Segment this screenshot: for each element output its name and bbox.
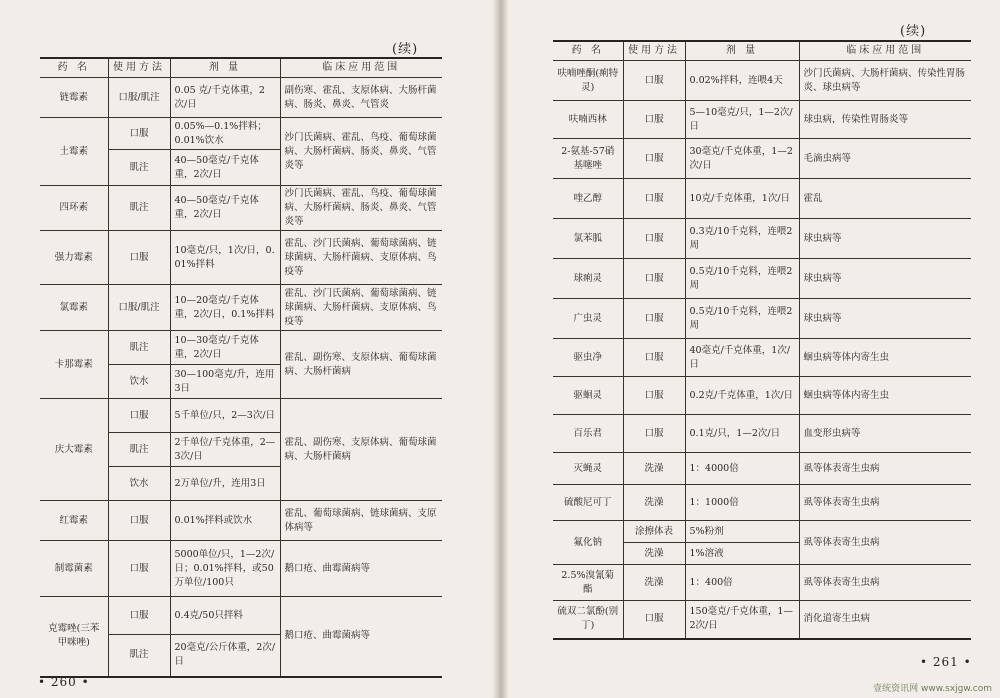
drug-name: 广虫灵 <box>553 299 623 339</box>
table-row <box>553 101 971 139</box>
drug-name: 卡那霉素 <box>40 331 108 399</box>
dose: 1：400倍 <box>685 565 799 601</box>
usage-method: 肌注 <box>108 186 170 231</box>
clinical-use: 球虫病等 <box>799 259 971 299</box>
clinical-use: 球虫病，传染性胃肠炎等 <box>799 101 971 139</box>
usage-method: 口服 <box>108 597 170 635</box>
table-row <box>553 61 971 101</box>
usage-method: 肌注 <box>108 150 170 186</box>
clinical-use: 霍乱 <box>799 179 971 219</box>
usage-method: 口服 <box>108 399 170 433</box>
usage-method: 口服 <box>623 259 685 299</box>
clinical-use: 毛滴虫病等 <box>799 139 971 179</box>
clinical-use: 沙门氏菌病、霍乱、鸟疫、葡萄球菌病、大肠杆菌病、肠炎、鼻炎、气管炎等 <box>280 186 442 231</box>
table-row <box>553 565 971 601</box>
dose: 5000单位/只，1—2次/日；0.01%拌料，或50万单位/100只 <box>170 541 280 597</box>
table-row <box>553 259 971 299</box>
dose: 30—100毫克/升，连用3日 <box>170 365 280 399</box>
table-row <box>553 485 971 521</box>
dose: 0.4克/50只拌料 <box>170 597 280 635</box>
drug-name: 庆大霉素 <box>40 399 108 501</box>
clinical-use: 霍乱、沙门氏菌病、葡萄球菌病、链球菌病、大肠杆菌病、支原体病、鸟疫等 <box>280 285 442 331</box>
clinical-use: 霍乱、副伤寒、支原体病、葡萄球菌病、大肠杆菌病 <box>280 399 442 501</box>
table-row <box>40 78 442 118</box>
left-header-row <box>40 58 442 78</box>
header-drug-name: 药 名 <box>40 58 108 78</box>
clinical-use: 副伤寒、霍乱、支原体病、大肠杆菌病、肠炎、鼻炎、气管炎 <box>280 78 442 118</box>
usage-method: 洗澡 <box>623 485 685 521</box>
drug-name: 2.5%溴氰菊酯 <box>553 565 623 601</box>
usage-method: 口服 <box>623 101 685 139</box>
drug-name: 克霉唑(三苯甲咪唑) <box>40 597 108 677</box>
table-row <box>553 601 971 639</box>
drug-name: 氯苯胍 <box>553 219 623 259</box>
clinical-use: 虱等体表寄生虫病 <box>799 565 971 601</box>
usage-method: 口服 <box>623 377 685 415</box>
header-method: 使用方法 <box>108 58 170 78</box>
left-continued-mark: (续) <box>392 42 419 57</box>
usage-method: 洗澡 <box>623 565 685 601</box>
clinical-use: 虱等体表寄生虫病 <box>799 453 971 485</box>
clinical-use: 鹅口疮、曲霉菌病等 <box>280 541 442 597</box>
dose: 40—50毫克/千克体重，2次/日 <box>170 150 280 186</box>
dose: 40—50毫克/千克体重，2次/日 <box>170 186 280 231</box>
dose: 5%粉剂 <box>685 521 799 543</box>
dose: 5—10毫克/只，1—2次/日 <box>685 101 799 139</box>
drug-name: 呋喃唑酮(痢特灵) <box>553 61 623 101</box>
dose: 1：4000倍 <box>685 453 799 485</box>
header-method: 使用方法 <box>623 41 685 61</box>
header-dose: 剂 量 <box>170 58 280 78</box>
left-page-number: • 260 • <box>38 675 90 689</box>
table-row <box>40 399 442 433</box>
usage-method: 口服 <box>623 179 685 219</box>
usage-method: 肌注 <box>108 635 170 677</box>
usage-method: 洗澡 <box>623 453 685 485</box>
usage-method: 口服 <box>623 415 685 453</box>
dose: 1%溶液 <box>685 543 799 565</box>
usage-method: 口服 <box>108 541 170 597</box>
drug-name: 土霉素 <box>40 118 108 186</box>
drug-name: 驱虫净 <box>553 339 623 377</box>
usage-method: 肌注 <box>108 433 170 467</box>
right-page-number: • 261 • <box>920 655 972 669</box>
clinical-use: 虱等体表寄生虫病 <box>799 521 971 565</box>
table-row <box>40 231 442 285</box>
header-clinical-use: 临床应用范围 <box>799 41 971 61</box>
dose: 0.3克/10千克料，连喂2周 <box>685 219 799 259</box>
dose: 2千单位/千克体重，2—3次/日 <box>170 433 280 467</box>
dose: 10—20毫克/千克体重，2次/日，0.1%拌料 <box>170 285 280 331</box>
table-row <box>553 377 971 415</box>
table-row <box>40 186 442 231</box>
dose: 20毫克/公斤体重，2次/日 <box>170 635 280 677</box>
drug-name: 喹乙醇 <box>553 179 623 219</box>
clinical-use: 沙门氏菌病、霍乱、鸟疫、葡萄球菌病、大肠杆菌病、肠炎、鼻炎、气管炎等 <box>280 118 442 186</box>
clinical-use: 蛔虫病等体内寄生虫 <box>799 339 971 377</box>
clinical-use: 虱等体表寄生虫病 <box>799 485 971 521</box>
header-dose: 剂 量 <box>685 41 799 61</box>
table-row <box>40 541 442 597</box>
usage-method: 口服 <box>623 299 685 339</box>
table-row <box>40 118 442 150</box>
dose: 0.5克/10千克料，连喂2周 <box>685 299 799 339</box>
right-drug-table <box>553 40 971 640</box>
dose: 10克/千克体重，1次/日 <box>685 179 799 219</box>
dose: 0.2克/千克体重，1次/日 <box>685 377 799 415</box>
table-row <box>553 415 971 453</box>
drug-name: 氯霉素 <box>40 285 108 331</box>
drug-name: 红霉素 <box>40 501 108 541</box>
clinical-use: 沙门氏菌病、大肠杆菌病、传染性胃肠炎、球虫病等 <box>799 61 971 101</box>
usage-method: 口服 <box>108 118 170 150</box>
clinical-use: 蛔虫病等体内寄生虫 <box>799 377 971 415</box>
clinical-use: 球虫病等 <box>799 219 971 259</box>
right-continued-mark: (续) <box>900 24 927 39</box>
dose: 150毫克/千克体重，1—2次/日 <box>685 601 799 639</box>
drug-name: 硫双二氯酚(别丁) <box>553 601 623 639</box>
table-row <box>553 139 971 179</box>
usage-method: 口服 <box>623 219 685 259</box>
clinical-use: 霍乱、沙门氏菌病、葡萄球菌病、链球菌病、大肠杆菌病、支原体病、鸟疫等 <box>280 231 442 285</box>
dose: 5千单位/只，2—3次/日 <box>170 399 280 433</box>
drug-name: 2-氨基-57硝基噻唑 <box>553 139 623 179</box>
table-row <box>40 597 442 635</box>
usage-method: 洗澡 <box>623 543 685 565</box>
drug-name: 灭蝇灵 <box>553 453 623 485</box>
table-row <box>553 453 971 485</box>
dose: 1：1000倍 <box>685 485 799 521</box>
usage-method: 涂擦体表 <box>623 521 685 543</box>
left-drug-table <box>40 57 442 678</box>
usage-method: 口服 <box>623 601 685 639</box>
drug-name: 驱蛔灵 <box>553 377 623 415</box>
header-drug-name: 药 名 <box>553 41 623 61</box>
right-header-row <box>553 41 971 61</box>
usage-method: 饮水 <box>108 467 170 501</box>
drug-name: 呋喃西林 <box>553 101 623 139</box>
table-row <box>553 219 971 259</box>
usage-method: 口服 <box>623 61 685 101</box>
dose: 0.05 克/千克体重，2次/日 <box>170 78 280 118</box>
dose: 10毫克/只，1次/日，0.01%拌料 <box>170 231 280 285</box>
usage-method: 饮水 <box>108 365 170 399</box>
usage-method: 口服 <box>108 231 170 285</box>
book-spine <box>492 0 508 698</box>
clinical-use: 消化道寄生虫病 <box>799 601 971 639</box>
drug-name: 氟化钠 <box>553 521 623 565</box>
drug-name: 四环素 <box>40 186 108 231</box>
dose: 0.02%拌料，连喂4天 <box>685 61 799 101</box>
usage-method: 肌注 <box>108 331 170 365</box>
table-row <box>553 521 971 543</box>
dose: 0.01%拌料或饮水 <box>170 501 280 541</box>
table-row <box>553 179 971 219</box>
table-row <box>40 501 442 541</box>
usage-method: 口服 <box>623 139 685 179</box>
clinical-use: 球虫病等 <box>799 299 971 339</box>
usage-method: 口服 <box>623 339 685 377</box>
table-row <box>40 331 442 365</box>
clinical-use: 血变形虫病等 <box>799 415 971 453</box>
clinical-use: 鹅口疮、曲霉菌病等 <box>280 597 442 677</box>
drug-name: 球痢灵 <box>553 259 623 299</box>
drug-name: 百乐君 <box>553 415 623 453</box>
dose: 30毫克/千克体重，1—2次/日 <box>685 139 799 179</box>
usage-method: 口服/肌注 <box>108 285 170 331</box>
usage-method: 口服/肌注 <box>108 78 170 118</box>
usage-method: 口服 <box>108 501 170 541</box>
dose: 40毫克/千克体重，1次/日 <box>685 339 799 377</box>
clinical-use: 霍乱、副伤寒、支原体病、葡萄球菌病、大肠杆菌病 <box>280 331 442 399</box>
table-row <box>40 285 442 331</box>
drug-name: 制霉菌素 <box>40 541 108 597</box>
drug-name: 链霉素 <box>40 78 108 118</box>
header-clinical-use: 临床应用范围 <box>280 58 442 78</box>
dose: 2万单位/升，连用3日 <box>170 467 280 501</box>
dose: 10—30毫克/千克体重，2次/日 <box>170 331 280 365</box>
watermark-text: 壹统资讯网 www.sxjgw.com <box>873 684 992 694</box>
dose: 0.05%—0.1%拌料；0.01%饮水 <box>170 118 280 150</box>
table-row <box>553 339 971 377</box>
dose: 0.1克/只，1—2次/日 <box>685 415 799 453</box>
drug-name: 强力霉素 <box>40 231 108 285</box>
clinical-use: 霍乱、葡萄球菌病、链球菌病、支原体病等 <box>280 501 442 541</box>
drug-name: 硫酸尼可丁 <box>553 485 623 521</box>
table-row <box>553 299 971 339</box>
dose: 0.5克/10千克料，连喂2周 <box>685 259 799 299</box>
